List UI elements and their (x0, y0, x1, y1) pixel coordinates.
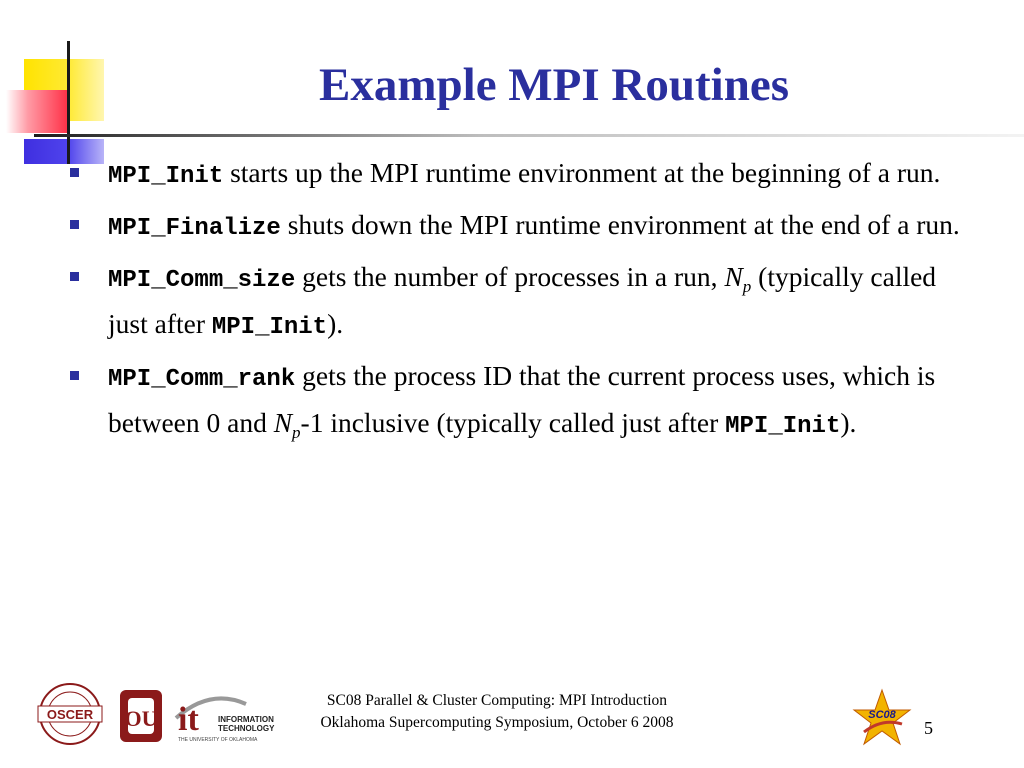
bullet-text: -1 inclusive (typically called just after (300, 407, 726, 438)
ou-logo (118, 686, 164, 746)
oscer-logo (24, 682, 116, 746)
bullet-item (70, 354, 970, 448)
oscer-logo-text: OSCER (46, 707, 94, 722)
code-term: MPI_Finalize (108, 215, 281, 242)
bullet-text: shuts down the MPI runtime environment at the end of a run. (280, 209, 960, 240)
bullet-text: gets the number of processes in a run, (295, 261, 725, 292)
title-underline (34, 134, 1024, 137)
bullet-text: ). (840, 407, 857, 438)
math-var: N (273, 407, 293, 438)
math-sub: p (292, 423, 301, 442)
bullet-text: starts up the MPI runtime environment at the beginning of a run. (223, 157, 941, 188)
math-var: N (724, 261, 743, 292)
bullet-square-icon (70, 272, 79, 281)
bullet-text: gets the process ID that the current process uses, which is between 0 and (108, 360, 936, 438)
bullet-item (70, 203, 970, 250)
page-number: 5 (924, 718, 933, 738)
slide-title: Example MPI Routines (319, 59, 789, 111)
footer-line-1: SC08 Parallel & Cluster Computing: MPI Introduction (326, 692, 668, 709)
bullet-square-icon (70, 220, 79, 229)
it-logo-label-1: INFORMATION (218, 715, 274, 724)
it-logo-text: it (178, 701, 199, 738)
it-logo-label-2: TECHNOLOGY (218, 724, 275, 733)
code-term: MPI_Init (725, 413, 841, 440)
code-term: MPI_Init (211, 314, 328, 341)
bullet-square-icon (70, 371, 79, 380)
bullet-item (70, 151, 970, 198)
bullet-text: (typically called just after (108, 261, 937, 339)
sc08-logo (852, 688, 912, 748)
bullet-text: ). (327, 308, 344, 339)
sc08-logo-text: SC08 (868, 709, 896, 721)
footer-line-2: Oklahoma Supercomputing Symposium, October 6 2008 (320, 714, 674, 731)
bullet-list (70, 151, 970, 453)
slide-footer (230, 690, 764, 734)
math-sub: p (742, 277, 752, 296)
it-logo-sub: THE UNIVERSITY OF OKLAHOMA (178, 737, 258, 743)
bullet-item (70, 255, 970, 349)
code-term: MPI_Comm_rank (108, 366, 296, 393)
ou-logo-text: OU (124, 706, 158, 731)
bullet-square-icon (70, 168, 79, 177)
code-term: MPI_Comm_size (108, 267, 296, 294)
code-term: MPI_Init (108, 163, 224, 190)
